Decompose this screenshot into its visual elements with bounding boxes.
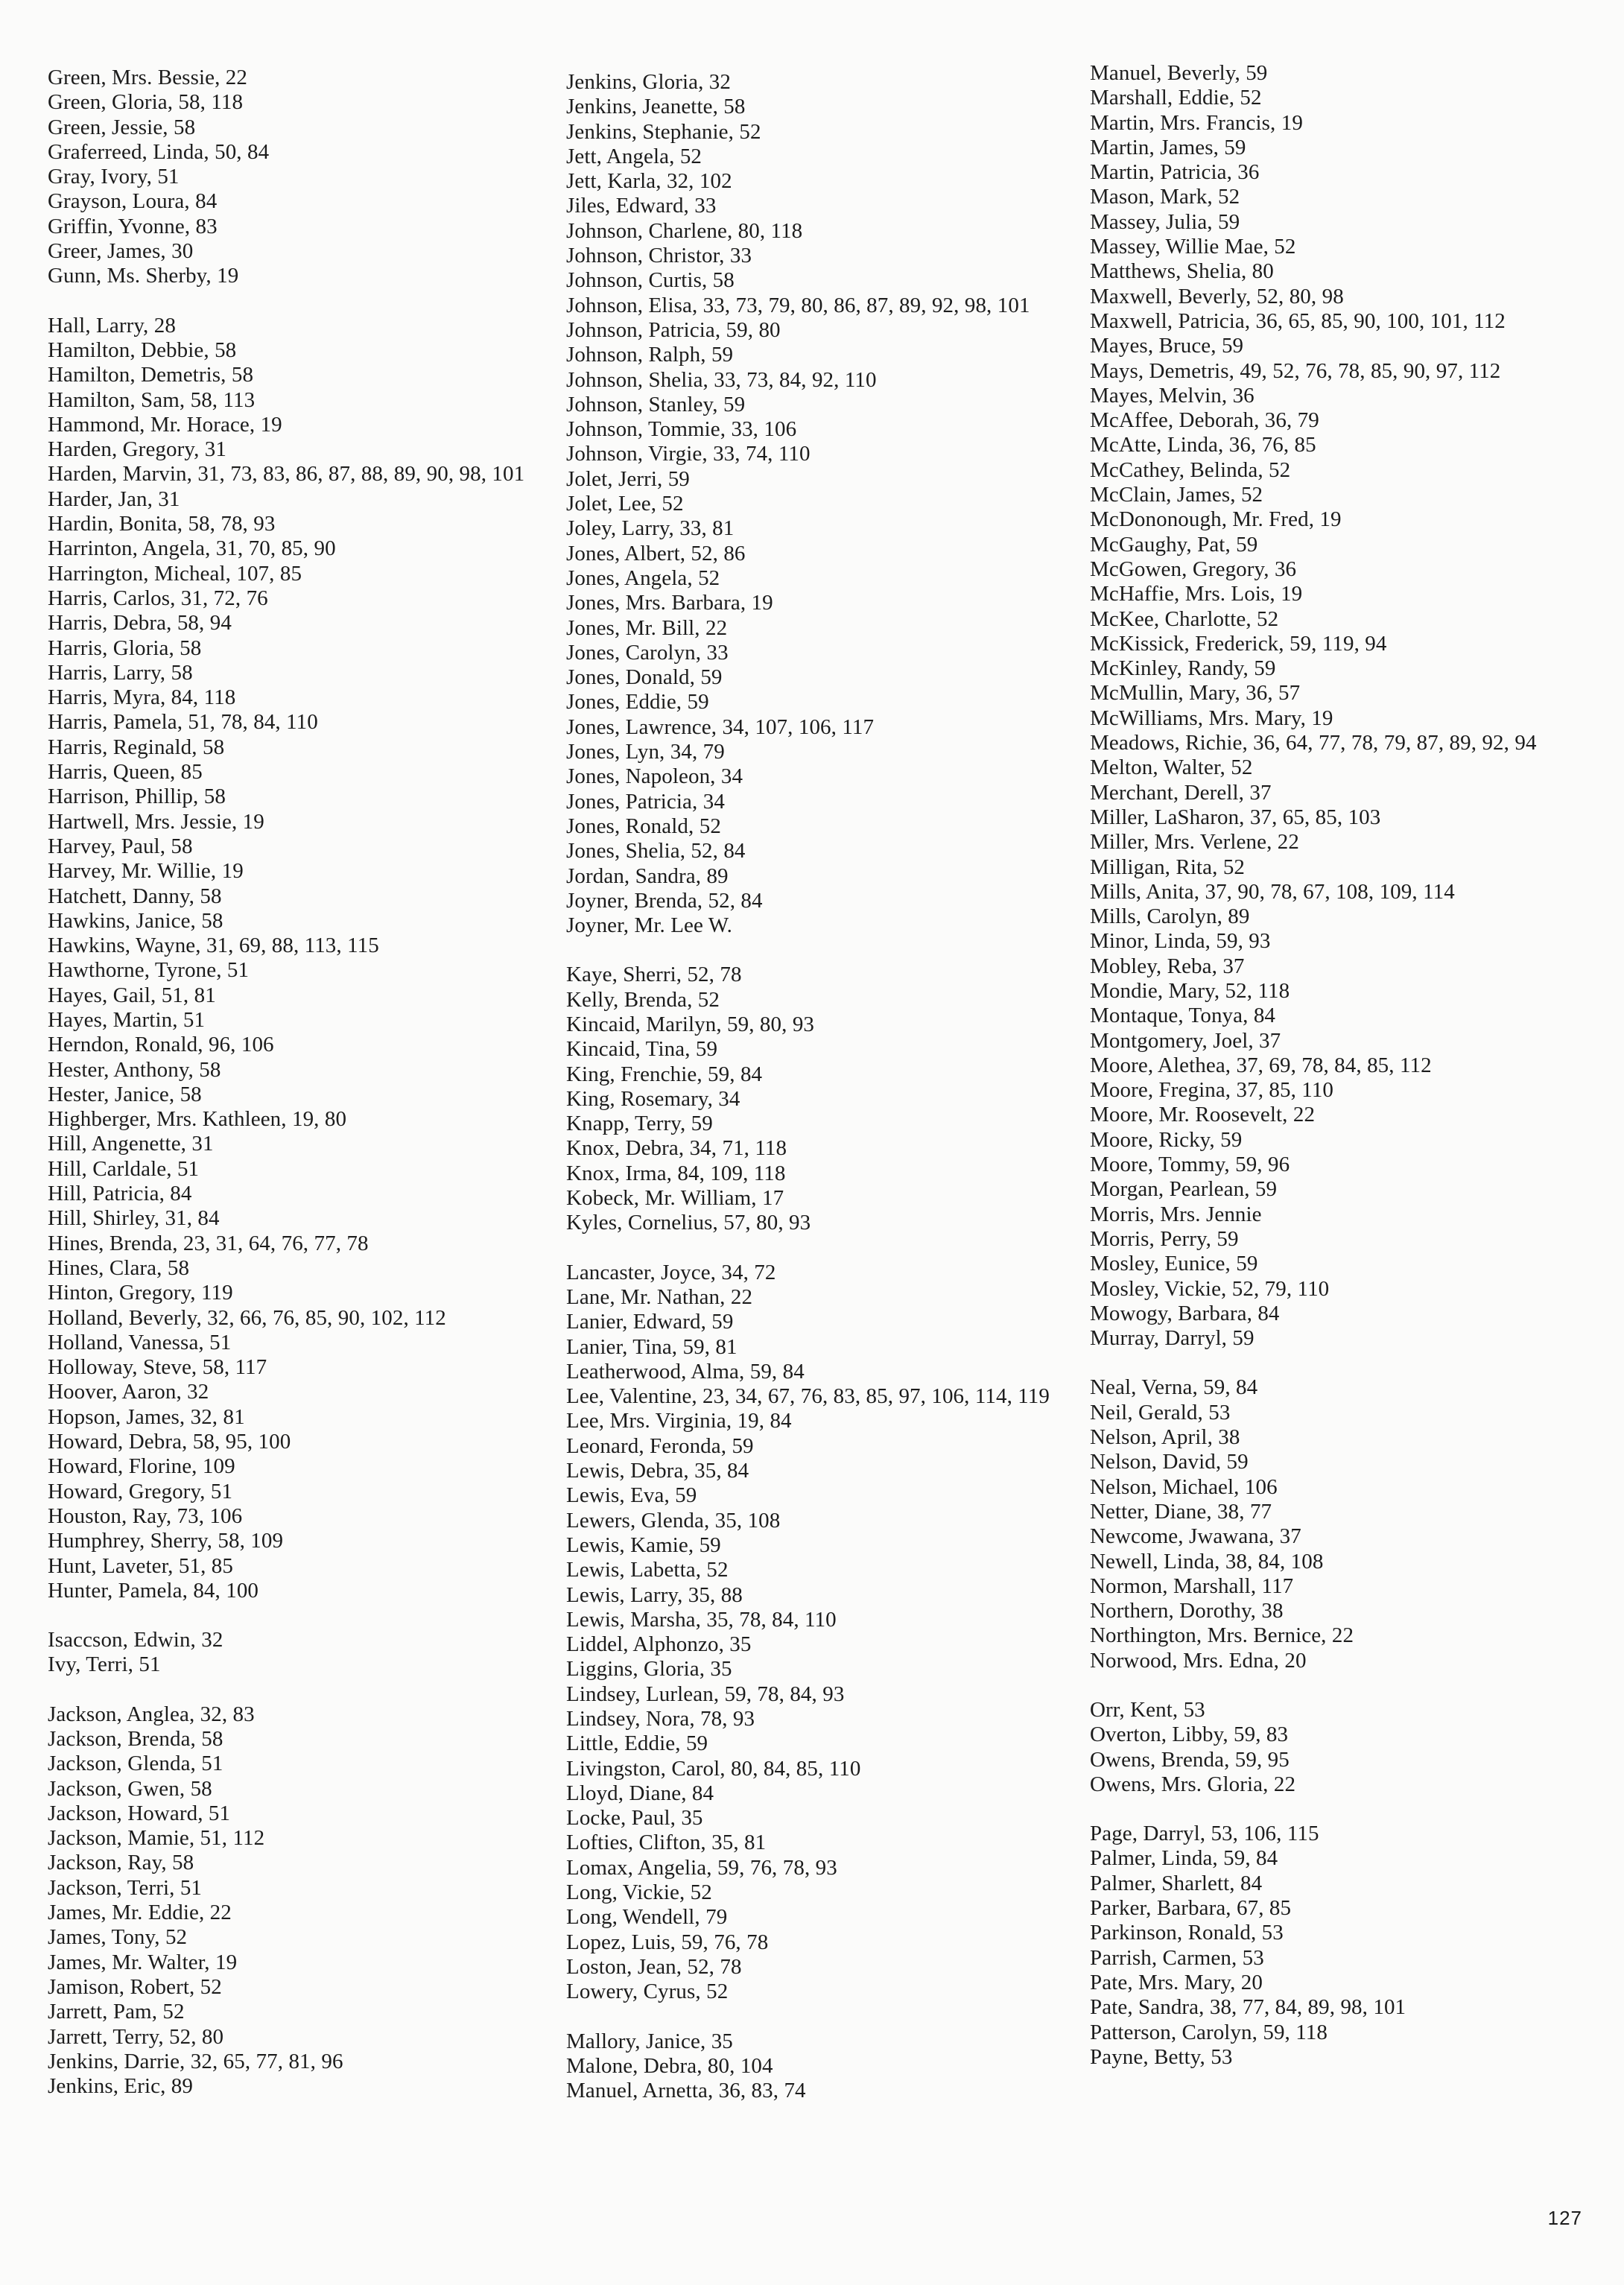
index-entry: Harris, Debra, 58, 94 [48, 611, 232, 636]
index-entry: Massey, Julia, 59 [1090, 209, 1240, 234]
index-entry: Leatherwood, Alma, 59, 84 [566, 1359, 805, 1384]
index-entry: McKee, Charlotte, 52 [1090, 606, 1279, 631]
index-entry: Pate, Sandra, 38, 77, 84, 89, 98, 101 [1090, 1995, 1406, 2020]
index-entry: Jones, Ronald, 52 [566, 814, 721, 838]
index-entry: Johnson, Curtis, 58 [566, 268, 735, 293]
index-entry: Kyles, Cornelius, 57, 80, 93 [566, 1211, 811, 1235]
index-entry: Martin, Patricia, 36 [1090, 160, 1260, 185]
index-entry: Minor, Linda, 59, 93 [1090, 929, 1271, 954]
index-entry: Hamilton, Debbie, 58 [48, 337, 237, 362]
index-entry: Murray, Darryl, 59 [1090, 1326, 1255, 1351]
index-entry: Mays, Demetris, 49, 52, 76, 78, 85, 90, 97, 112 [1090, 358, 1501, 383]
index-entry: Johnson, Elisa, 33, 73, 79, 80, 86, 87, 89, 92, 98, 101 [566, 293, 1030, 317]
index-entry: Jones, Napoleon, 34 [566, 764, 743, 789]
index-entry: Long, Vickie, 52 [566, 1880, 712, 1905]
index-entry: Knapp, Terry, 59 [566, 1112, 713, 1136]
index-entry: Jackson, Glenda, 51 [48, 1752, 223, 1776]
index-entry: Johnson, Shelia, 33, 73, 84, 92, 110 [566, 367, 877, 392]
index-entry: Harris, Pamela, 51, 78, 84, 110 [48, 710, 318, 735]
index-entry: Green, Mrs. Bessie, 22 [48, 66, 247, 89]
index-entry: Hayes, Gail, 51, 81 [48, 983, 216, 1007]
index-entry: Harris, Queen, 85 [48, 760, 203, 785]
index-entry: Norwood, Mrs. Edna, 20 [1090, 1648, 1307, 1673]
index-entry: Hatchett, Danny, 58 [48, 884, 222, 908]
index-entry: Moore, Mr. Roosevelt, 22 [1090, 1103, 1316, 1127]
index-letter-group [566, 70, 1088, 938]
index-entry: Lindsey, Nora, 78, 93 [566, 1707, 755, 1731]
index-entry: Jones, Mrs. Barbara, 19 [566, 591, 773, 615]
index-entry: Overton, Libby, 59, 83 [1090, 1723, 1289, 1747]
index-entry: Lindsey, Lurlean, 59, 78, 84, 93 [566, 1682, 845, 1706]
index-entry: Little, Eddie, 59 [566, 1731, 708, 1756]
index-letter-group [1090, 61, 1611, 1351]
index-entry: Harrington, Micheal, 107, 85 [48, 561, 302, 586]
index-entry: Harder, Jan, 31 [48, 487, 180, 511]
index-entry: Harris, Reginald, 58 [48, 735, 225, 759]
index-entry: Jones, Shelia, 52, 84 [566, 839, 746, 863]
index-entry: Harris, Myra, 84, 118 [48, 685, 236, 710]
index-letter-group [1090, 1822, 1611, 2070]
index-entry: Mosley, Vickie, 52, 79, 110 [1090, 1276, 1330, 1301]
index-entry: Manuel, Beverly, 59 [1090, 61, 1268, 85]
index-entry: Johnson, Patricia, 59, 80 [566, 317, 781, 342]
index-letter-group [48, 314, 569, 1603]
index-entry: Parkinson, Ronald, 53 [1090, 1921, 1284, 1945]
index-entry: Martin, James, 59 [1090, 135, 1246, 159]
index-entry: Mosley, Eunice, 59 [1090, 1252, 1258, 1276]
index-entry: Miller, LaSharon, 37, 65, 85, 103 [1090, 805, 1381, 829]
index-entry: Harris, Larry, 58 [48, 660, 193, 685]
index-entry: Jenkins, Eric, 89 [48, 2074, 194, 2099]
index-entry: Hamilton, Demetris, 58 [48, 363, 254, 387]
index-entry: Jett, Karla, 32, 102 [566, 169, 732, 194]
index-entry: Harrinton, Angela, 31, 70, 85, 90 [48, 536, 336, 561]
index-entry: McDononough, Mr. Fred, 19 [1090, 507, 1342, 532]
index-entry: Greer, James, 30 [48, 239, 194, 264]
index-entry: Lewers, Glenda, 35, 108 [566, 1508, 781, 1533]
index-entry: McGaughy, Pat, 59 [1090, 532, 1258, 557]
index-entry: Palmer, Sharlett, 84 [1090, 1871, 1263, 1895]
index-entry: Liddel, Alphonzo, 35 [566, 1632, 752, 1657]
index-entry: Montgomery, Joel, 37 [1090, 1028, 1281, 1053]
index-letter-group [48, 66, 569, 289]
index-entry: Mills, Anita, 37, 90, 78, 67, 108, 109, 114 [1090, 879, 1455, 904]
index-entry: Nelson, Michael, 106 [1090, 1474, 1278, 1499]
index-entry: Jones, Eddie, 59 [566, 690, 709, 714]
index-entry: McWilliams, Mrs. Mary, 19 [1090, 706, 1333, 730]
index-entry: McKissick, Frederick, 59, 119, 94 [1090, 631, 1387, 656]
index-entry: Hammond, Mr. Horace, 19 [48, 412, 282, 437]
index-entry: Ivy, Terri, 51 [48, 1652, 161, 1677]
index-entry: Howard, Gregory, 51 [48, 1479, 233, 1503]
index-entry: McKinley, Randy, 59 [1090, 656, 1276, 681]
index-entry: Holland, Beverly, 32, 66, 76, 85, 90, 102, 112 [48, 1305, 446, 1330]
index-entry: Lewis, Kamie, 59 [566, 1533, 721, 1557]
index-entry: Malone, Debra, 80, 104 [566, 2053, 773, 2078]
index-entry: Milligan, Rita, 52 [1090, 855, 1246, 879]
index-entry: Palmer, Linda, 59, 84 [1090, 1846, 1278, 1871]
index-entry: Martin, Mrs. Francis, 19 [1090, 110, 1303, 135]
index-entry: Hill, Angenette, 31 [48, 1132, 214, 1156]
index-entry: Nelson, April, 38 [1090, 1425, 1240, 1450]
index-entry: Lloyd, Diane, 84 [566, 1781, 714, 1805]
index-column-1 [48, 66, 569, 2123]
index-entry: Hall, Larry, 28 [48, 313, 176, 337]
index-entry: Hoover, Aaron, 32 [48, 1380, 209, 1404]
index-entry: Holland, Vanessa, 51 [48, 1330, 232, 1354]
index-entry: McHaffie, Mrs. Lois, 19 [1090, 582, 1303, 606]
index-entry: Joley, Larry, 33, 81 [566, 516, 735, 541]
index-letter-group [566, 1261, 1088, 2005]
index-entry: Melton, Walter, 52 [1090, 755, 1253, 780]
index-entry: Jones, Albert, 52, 86 [566, 541, 746, 565]
index-entry: Jiles, Edward, 33 [566, 194, 717, 218]
index-entry: Massey, Willie Mae, 52 [1090, 235, 1296, 259]
index-entry: Moore, Fregina, 37, 85, 110 [1090, 1078, 1334, 1103]
index-entry: Mason, Mark, 52 [1090, 185, 1240, 209]
index-entry: Harvey, Paul, 58 [48, 834, 193, 858]
page-number: 127 [1547, 2207, 1582, 2229]
index-entry: Morris, Perry, 59 [1090, 1226, 1239, 1251]
index-entry: Kobeck, Mr. William, 17 [566, 1186, 784, 1211]
index-entry: Harris, Gloria, 58 [48, 636, 202, 660]
index-entry: Hill, Carldale, 51 [48, 1156, 200, 1181]
index-entry: Morris, Mrs. Jennie [1090, 1202, 1262, 1226]
index-entry: Houston, Ray, 73, 106 [48, 1503, 243, 1528]
index-entry: Mallory, Janice, 35 [566, 2029, 733, 2053]
index-letter-group [48, 1702, 569, 2099]
index-entry: Montaque, Tonya, 84 [1090, 1004, 1276, 1028]
index-entry: Lewis, Marsha, 35, 78, 84, 110 [566, 1607, 837, 1632]
index-entry: Lewis, Eva, 59 [566, 1483, 697, 1508]
index-entry: Johnson, Christor, 33 [566, 244, 752, 268]
index-entry: Hines, Clara, 58 [48, 1255, 190, 1280]
index-entry: Kincaid, Tina, 59 [566, 1037, 718, 1062]
index-entry: King, Frenchie, 59, 84 [566, 1062, 763, 1086]
index-entry: Maxwell, Beverly, 52, 80, 98 [1090, 284, 1344, 308]
index-entry: Kelly, Brenda, 52 [566, 987, 720, 1012]
index-entry: Hawkins, Janice, 58 [48, 908, 223, 933]
index-entry: Harden, Marvin, 31, 73, 83, 86, 87, 88, 89, 90, 98, 101 [48, 462, 525, 487]
index-entry: Pate, Mrs. Mary, 20 [1090, 1970, 1263, 1994]
index-entry: Hunter, Pamela, 84, 100 [48, 1578, 259, 1603]
index-entry: Harris, Carlos, 31, 72, 76 [48, 586, 268, 610]
index-entry: Newell, Linda, 38, 84, 108 [1090, 1549, 1324, 1573]
index-entry: McClain, James, 52 [1090, 483, 1263, 507]
index-entry: Holloway, Steve, 58, 117 [48, 1355, 267, 1380]
index-entry: McAffee, Deborah, 36, 79 [1090, 408, 1319, 433]
index-entry: Mayes, Melvin, 36 [1090, 383, 1255, 408]
index-entry: Neal, Verna, 59, 84 [1090, 1375, 1258, 1400]
index-entry: McCathey, Belinda, 52 [1090, 457, 1291, 482]
index-entry: Jackson, Anglea, 32, 83 [48, 1702, 255, 1726]
index-entry: Mondie, Mary, 52, 118 [1090, 978, 1290, 1003]
index-entry: Moore, Ricky, 59 [1090, 1127, 1243, 1152]
index-entry: Griffin, Yvonne, 83 [48, 214, 218, 238]
index-entry: Hinton, Gregory, 119 [48, 1281, 233, 1305]
index-entry: Owens, Mrs. Gloria, 22 [1090, 1772, 1296, 1796]
index-entry: Nelson, David, 59 [1090, 1450, 1249, 1474]
index-entry: Hardin, Bonita, 58, 78, 93 [48, 512, 276, 536]
index-entry: Grayson, Loura, 84 [48, 189, 218, 214]
index-letter-group [566, 963, 1088, 1235]
index-entry: Merchant, Derell, 37 [1090, 780, 1272, 805]
index-entry: Northington, Mrs. Bernice, 22 [1090, 1623, 1354, 1648]
index-entry: Harden, Gregory, 31 [48, 437, 226, 462]
index-entry: Johnson, Ralph, 59 [566, 343, 734, 367]
index-entry: Lancaster, Joyce, 34, 72 [566, 1260, 776, 1284]
index-entry: Livingston, Carol, 80, 84, 85, 110 [566, 1756, 861, 1781]
index-entry: Joyner, Mr. Lee W. [566, 913, 732, 938]
index-entry: Miller, Mrs. Verlene, 22 [1090, 830, 1299, 855]
index-entry: Johnson, Virgie, 33, 74, 110 [566, 442, 811, 466]
index-entry: Manuel, Arnetta, 36, 83, 74 [566, 2079, 806, 2103]
index-entry: Hines, Brenda, 23, 31, 64, 76, 77, 78 [48, 1231, 369, 1255]
index-entry: Locke, Paul, 35 [566, 1806, 703, 1831]
index-entry: Hunt, Laveter, 51, 85 [48, 1553, 233, 1578]
index-entry: Jackson, Brenda, 58 [48, 1727, 223, 1751]
index-entry: Kincaid, Marilyn, 59, 80, 93 [566, 1012, 815, 1036]
index-entry: Owens, Brenda, 59, 95 [1090, 1747, 1290, 1772]
index-entry: Lopez, Luis, 59, 76, 78 [566, 1930, 769, 1954]
index-entry: Lomax, Angelia, 59, 76, 78, 93 [566, 1855, 837, 1880]
index-letter-group [1090, 1698, 1611, 1797]
index-entry: Northern, Dorothy, 38 [1090, 1599, 1284, 1623]
index-entry: Hill, Shirley, 31, 84 [48, 1206, 220, 1231]
index-entry: Lee, Valentine, 23, 34, 67, 76, 83, 85, 97, 106, 114, 119 [566, 1384, 1050, 1409]
index-entry: Herndon, Ronald, 96, 106 [48, 1033, 274, 1057]
index-entry: Moore, Alethea, 37, 69, 78, 84, 85, 112 [1090, 1053, 1432, 1077]
index-entry: Meadows, Richie, 36, 64, 77, 78, 79, 87, 89, 92, 94 [1090, 731, 1537, 755]
index-entry: James, Tony, 52 [48, 1925, 188, 1950]
index-entry: Hartwell, Mrs. Jessie, 19 [48, 809, 264, 834]
index-entry: Hester, Janice, 58 [48, 1082, 202, 1106]
index-entry: Jackson, Terri, 51 [48, 1875, 203, 1900]
index-entry: Morgan, Pearlean, 59 [1090, 1177, 1278, 1202]
index-entry: James, Mr. Eddie, 22 [48, 1901, 232, 1925]
index-entry: Gunn, Ms. Sherby, 19 [48, 264, 239, 288]
index-entry: Marshall, Eddie, 52 [1090, 86, 1262, 110]
index-entry: Parker, Barbara, 67, 85 [1090, 1896, 1292, 1921]
index-entry: Lofties, Clifton, 35, 81 [566, 1831, 767, 1855]
index-entry: Jones, Mr. Bill, 22 [566, 615, 728, 640]
index-entry: Neil, Gerald, 53 [1090, 1400, 1231, 1424]
index-entry: Johnson, Tommie, 33, 106 [566, 417, 797, 442]
index-entry: Jones, Carolyn, 33 [566, 640, 729, 665]
index-column-2 [566, 70, 1088, 2128]
index-entry: McMullin, Mary, 36, 57 [1090, 681, 1301, 706]
index-entry: Patterson, Carolyn, 59, 118 [1090, 2020, 1328, 2044]
index-entry: Highberger, Mrs. Kathleen, 19, 80 [48, 1107, 347, 1132]
index-entry: Johnson, Stanley, 59 [566, 392, 746, 416]
index-entry: Netter, Diane, 38, 77 [1090, 1499, 1272, 1524]
index-entry: Lee, Mrs. Virginia, 19, 84 [566, 1409, 792, 1433]
index-entry: Loston, Jean, 52, 78 [566, 1954, 742, 1979]
index-entry: Graferreed, Linda, 50, 84 [48, 139, 270, 164]
index-entry: Knox, Irma, 84, 109, 118 [566, 1161, 786, 1185]
index-entry: Green, Jessie, 58 [48, 115, 196, 139]
index-entry: Lane, Mr. Nathan, 22 [566, 1284, 753, 1309]
index-entry: Hawthorne, Tyrone, 51 [48, 958, 250, 983]
index-entry: Jackson, Gwen, 58 [48, 1776, 212, 1801]
index-entry: Isaccson, Edwin, 32 [48, 1628, 223, 1652]
index-entry: Knox, Debra, 34, 71, 118 [566, 1136, 787, 1161]
index-entry: Harrison, Phillip, 58 [48, 785, 226, 809]
index-entry: Jackson, Ray, 58 [48, 1851, 194, 1875]
index-letter-group [566, 2029, 1088, 2104]
index-entry: Jones, Angela, 52 [566, 565, 720, 590]
index-entry: Jones, Lawrence, 34, 107, 106, 117 [566, 714, 875, 739]
index-entry: Gray, Ivory, 51 [48, 165, 180, 189]
index-entry: Matthews, Shelia, 80 [1090, 259, 1274, 284]
index-entry: Moore, Tommy, 59, 96 [1090, 1153, 1290, 1177]
index-entry: Kaye, Sherri, 52, 78 [566, 963, 742, 987]
index-entry: Jones, Donald, 59 [566, 665, 723, 690]
index-entry: Maxwell, Patricia, 36, 65, 85, 90, 100, 101, 112 [1090, 308, 1506, 333]
index-entry: Jolet, Lee, 52 [566, 492, 684, 516]
index-entry: Mowogy, Barbara, 84 [1090, 1301, 1280, 1325]
index-entry: Jones, Lyn, 34, 79 [566, 740, 725, 764]
index-entry: Leonard, Feronda, 59 [566, 1433, 754, 1458]
index-entry: Hamilton, Sam, 58, 113 [48, 387, 256, 412]
index-entry: King, Rosemary, 34 [566, 1086, 740, 1111]
index-entry: Orr, Kent, 53 [1090, 1698, 1205, 1722]
index-entry: Hill, Patricia, 84 [48, 1182, 192, 1206]
index-letter-group [1090, 1375, 1611, 1673]
index-column-3 [1090, 61, 1611, 2094]
index-letter-group [48, 1628, 569, 1678]
index-entry: Hayes, Martin, 51 [48, 1007, 206, 1032]
index-entry: Page, Darryl, 53, 106, 115 [1090, 1822, 1319, 1846]
index-entry: Normon, Marshall, 117 [1090, 1573, 1294, 1598]
index-entry: Lanier, Edward, 59 [566, 1310, 734, 1334]
index-entry: Lewis, Larry, 35, 88 [566, 1582, 743, 1607]
index-entry: Jordan, Sandra, 89 [566, 863, 729, 888]
index-entry: Jenkins, Jeanette, 58 [566, 95, 746, 119]
index-entry: Jett, Angela, 52 [566, 144, 702, 168]
index-entry: Jackson, Mamie, 51, 112 [48, 1826, 265, 1851]
index-entry: Howard, Debra, 58, 95, 100 [48, 1430, 291, 1454]
index-entry: Mobley, Reba, 37 [1090, 954, 1245, 978]
index-entry: Lowery, Cyrus, 52 [566, 1980, 729, 2004]
index-entry: Hester, Anthony, 58 [48, 1057, 221, 1082]
index-entry: Parrish, Carmen, 53 [1090, 1945, 1264, 1970]
index-entry: Jolet, Jerri, 59 [566, 466, 690, 491]
index-entry: Jarrett, Terry, 52, 80 [48, 2024, 224, 2049]
index-entry: Lewis, Labetta, 52 [566, 1558, 729, 1582]
index-entry: Jones, Patricia, 34 [566, 789, 725, 814]
index-entry: Lanier, Tina, 59, 81 [566, 1334, 738, 1359]
index-entry: McAtte, Linda, 36, 76, 85 [1090, 433, 1316, 457]
index-entry: Newcome, Jwawana, 37 [1090, 1524, 1301, 1549]
index-entry: Payne, Betty, 53 [1090, 2044, 1233, 2069]
index-entry: Johnson, Charlene, 80, 118 [566, 218, 803, 243]
index-entry: Jenkins, Gloria, 32 [566, 70, 731, 94]
index-entry: Hawkins, Wayne, 31, 69, 88, 113, 115 [48, 934, 379, 958]
index-entry: Harvey, Mr. Willie, 19 [48, 859, 244, 884]
index-entry: Lewis, Debra, 35, 84 [566, 1459, 749, 1483]
index-entry: Humphrey, Sherry, 58, 109 [48, 1529, 284, 1553]
index-entry: Jarrett, Pam, 52 [48, 2000, 185, 2024]
index-entry: Jenkins, Stephanie, 52 [566, 119, 761, 144]
index-entry: Liggins, Gloria, 35 [566, 1657, 732, 1682]
index-entry: Jenkins, Darrie, 32, 65, 77, 81, 96 [48, 2049, 343, 2073]
index-entry: Jackson, Howard, 51 [48, 1801, 231, 1825]
index-entry: Long, Wendell, 79 [566, 1905, 728, 1930]
index-entry: McGowen, Gregory, 36 [1090, 557, 1297, 581]
index-entry: Hopson, James, 32, 81 [48, 1404, 245, 1429]
index-entry: Jamison, Robert, 52 [48, 1974, 222, 1999]
index-entry: James, Mr. Walter, 19 [48, 1950, 238, 1974]
index-entry: Joyner, Brenda, 52, 84 [566, 888, 763, 913]
index-entry: Green, Gloria, 58, 118 [48, 90, 244, 115]
index-entry: Mills, Carolyn, 89 [1090, 904, 1250, 929]
index-entry: Mayes, Bruce, 59 [1090, 334, 1244, 358]
index-entry: Howard, Florine, 109 [48, 1454, 235, 1479]
